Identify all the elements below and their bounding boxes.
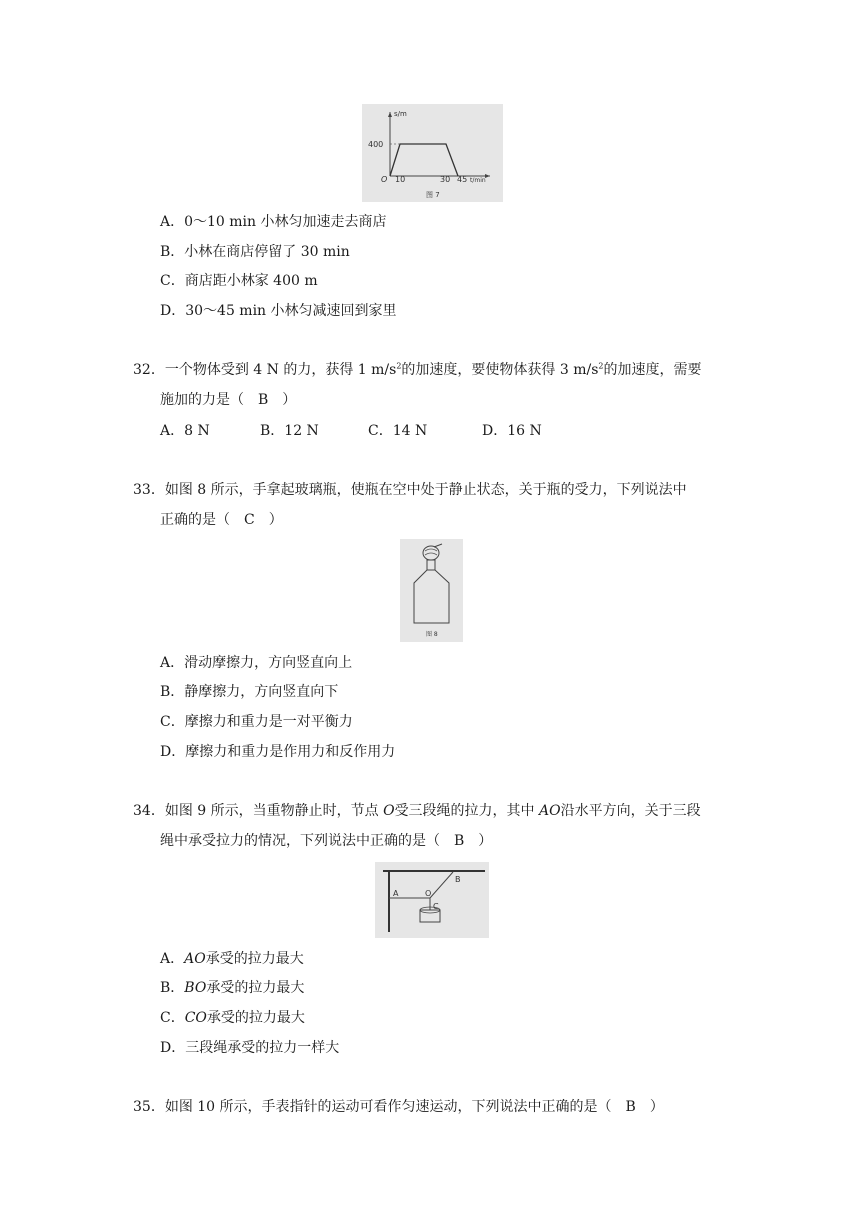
fig9-label-a: A — [393, 889, 399, 898]
q33-option-b: B．静摩擦力，方向竖直向下 — [160, 684, 339, 700]
q32-sup2: 2 — [598, 361, 604, 371]
fig7-xlabel: t/min — [470, 177, 486, 184]
q33-stem-line2: 正确的是（ C ） — [160, 512, 283, 528]
q32-option-a: A．8 N — [160, 423, 210, 439]
q34-text-a: 34．如图 9 所示，当重物静止时，节点 — [133, 803, 384, 819]
figure-8-bottle — [400, 539, 463, 642]
q34-text-b: 受三段绳的拉力，其中 — [394, 803, 540, 819]
fig9-label-c: C — [433, 902, 439, 911]
fig7-origin: O — [381, 175, 388, 184]
q34-rope-ao: AO — [539, 803, 561, 819]
figure-7-graph — [362, 104, 503, 202]
q34-option-b-rope: BO — [184, 980, 207, 996]
q34-option-b-text: 承受的拉力最大 — [206, 980, 305, 996]
fig7-y400: 400 — [368, 140, 384, 149]
q32-stem-line2: 施加的力是（ B ） — [160, 392, 297, 408]
q33-stem-line1: 33．如图 8 所示，手拿起玻璃瓶，使瓶在空中处于静止状态，关于瓶的受力，下列说法中 — [133, 482, 687, 498]
q31-option-b: B．小林在商店停留了 30 min — [160, 244, 350, 260]
q32-option-d: D．16 N — [482, 423, 542, 439]
q32-text-c: 的加速度，需要 — [603, 362, 702, 378]
q32-sup1: 2 — [396, 361, 402, 371]
fig9-label-b: B — [455, 875, 461, 884]
fig7-caption: 图 7 — [426, 191, 440, 199]
q34-stem-line1 — [133, 801, 701, 821]
q33-option-c: C．摩擦力和重力是一对平衡力 — [160, 714, 353, 730]
q34-option-a — [160, 949, 304, 969]
fig9-label-o: O — [425, 889, 432, 898]
q34-option-a-letter: A． — [160, 951, 185, 967]
q35-stem-line1: 35．如图 10 所示，手表指针的运动可看作匀速运动，下列说法中正确的是（ B ） — [133, 1099, 664, 1115]
q34-stem-line2: 绳中承受拉力的情况，下列说法中正确的是（ B ） — [160, 833, 493, 849]
q34-option-c-letter: C． — [160, 1010, 185, 1026]
q33-option-a: A．滑动摩擦力，方向竖直向上 — [160, 655, 353, 671]
fig7-x45: 45 — [457, 175, 468, 184]
figure-9-ropes — [375, 862, 489, 938]
q31-option-d: D．30～45 min 小林匀减速回到家里 — [160, 303, 397, 319]
q32-stem-line1 — [133, 360, 701, 380]
q34-option-d: D．三段绳承受的拉力一样大 — [160, 1040, 340, 1056]
q32-option-b: B．12 N — [260, 423, 319, 439]
fig8-caption: 图 8 — [426, 631, 438, 638]
q34-option-a-text: 承受的拉力最大 — [205, 951, 304, 967]
q34-option-a-rope: AO — [184, 951, 206, 967]
q34-node-o: O — [383, 803, 395, 819]
q31-option-a: A．0～10 min 小林匀加速走去商店 — [160, 214, 387, 230]
q32-option-c: C．14 N — [368, 423, 428, 439]
fig7-x30: 30 — [440, 175, 451, 184]
fig7-ylabel: s/m — [394, 110, 407, 118]
q32-text-b: 的加速度，要使物体获得 3 m/s — [401, 362, 599, 378]
q34-option-b-letter: B． — [160, 980, 185, 996]
q34-option-c-rope: CO — [184, 1010, 207, 1026]
q34-option-c — [160, 1008, 305, 1028]
q34-option-c-text: 承受的拉力最大 — [206, 1010, 305, 1026]
fig7-x10: 10 — [395, 175, 406, 184]
q34-option-b — [160, 978, 304, 998]
q33-option-d: D．摩擦力和重力是作用力和反作用力 — [160, 744, 396, 760]
q31-option-c: C．商店距小林家 400 m — [160, 273, 318, 289]
q32-text-a: 32．一个物体受到 4 N 的力，获得 1 m/s — [133, 362, 397, 378]
q34-text-c: 沿水平方向，关于三段 — [560, 803, 701, 819]
